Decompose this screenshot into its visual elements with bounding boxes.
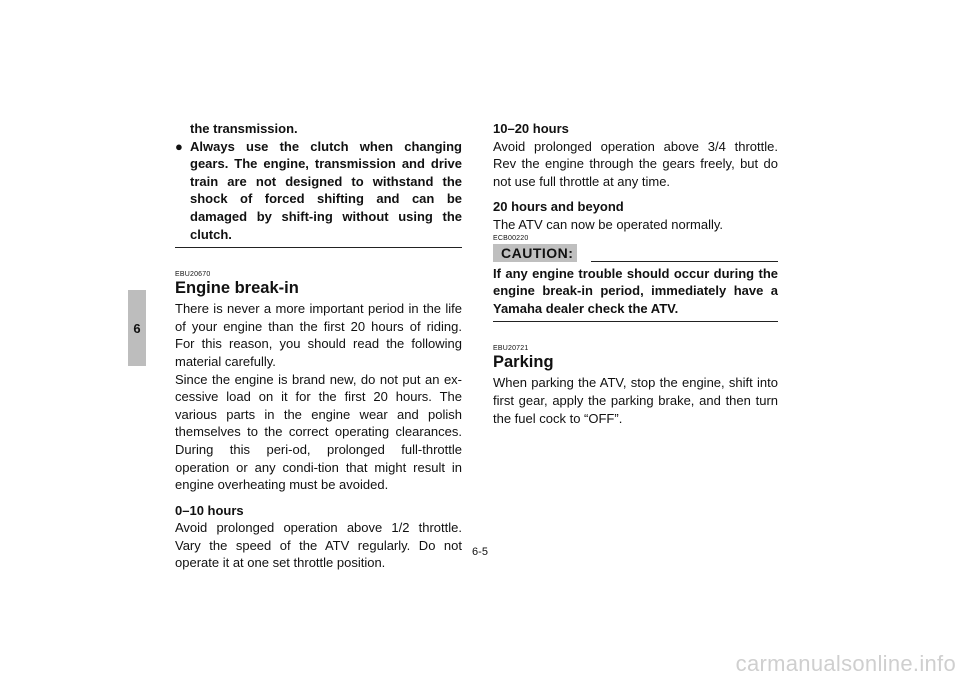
intro-paragraph-2: Since the engine is brand new, do not put an ex-cessive load on it for the first 20 hours. The various parts in the engine wear and polish themselves to the correct operating clearances. During this peri-od, prolonged full-throttle operation or any condi-tion that might result in engine overheating must be avoided.	[175, 371, 462, 493]
text-10-20: Avoid prolonged operation above 3/4 throttle. Rev the engine through the gears freely, but do not use full throttle at any time.	[493, 138, 778, 189]
section-title-parking: Parking	[493, 353, 554, 372]
chapter-tab: 6	[128, 290, 146, 366]
page-number: 6-5	[472, 546, 488, 558]
subheading-0-10: 0–10 hours	[175, 502, 244, 518]
subheading-20-beyond: 20 hours and beyond	[493, 199, 624, 215]
bullet-icon: ●	[175, 138, 183, 154]
section-title: Engine break-in	[175, 279, 299, 298]
section-code: EBU20670	[175, 271, 211, 279]
section-code-parking: EBU20721	[493, 345, 529, 353]
caution-text: If any engine trouble should occur during the engine break-in period, immediately have a Yamaha dealer check the ATV.	[493, 265, 778, 316]
bullet-continuation: the transmission.	[190, 121, 298, 136]
caution-label: CAUTION:	[493, 244, 577, 262]
bullet-text: Always use the clutch when changing gears. The engine, transmission and drive train are not designed to withstand the shock of forced shifting and can be damaged by shift-ing without using the clutch.	[190, 138, 462, 242]
text-0-10: Avoid prolonged operation above 1/2 throttle. Vary the speed of the ATV regularly. Do not operate it at one set throttle position.	[175, 520, 462, 571]
subheading-10-20: 10–20 hours	[493, 121, 569, 136]
intro-paragraph: There is never a more important period in the life of your engine than the first 20 hours of riding. For this reason, you should read the following material carefully.	[175, 301, 462, 369]
caution-code: ECB00220	[493, 234, 529, 242]
text-20-beyond: The ATV can now be operated normally.	[493, 216, 724, 232]
parking-text: When parking the ATV, stop the engine, shift into first gear, apply the parking brake, and then turn the fuel cock to “OFF”.	[493, 375, 778, 426]
watermark: carmanualsonline.info	[735, 651, 956, 676]
bullet-item	[175, 138, 462, 244]
left-column	[175, 120, 462, 572]
caution-header	[493, 244, 778, 262]
right-column	[493, 120, 778, 427]
caution-rule	[591, 261, 778, 262]
